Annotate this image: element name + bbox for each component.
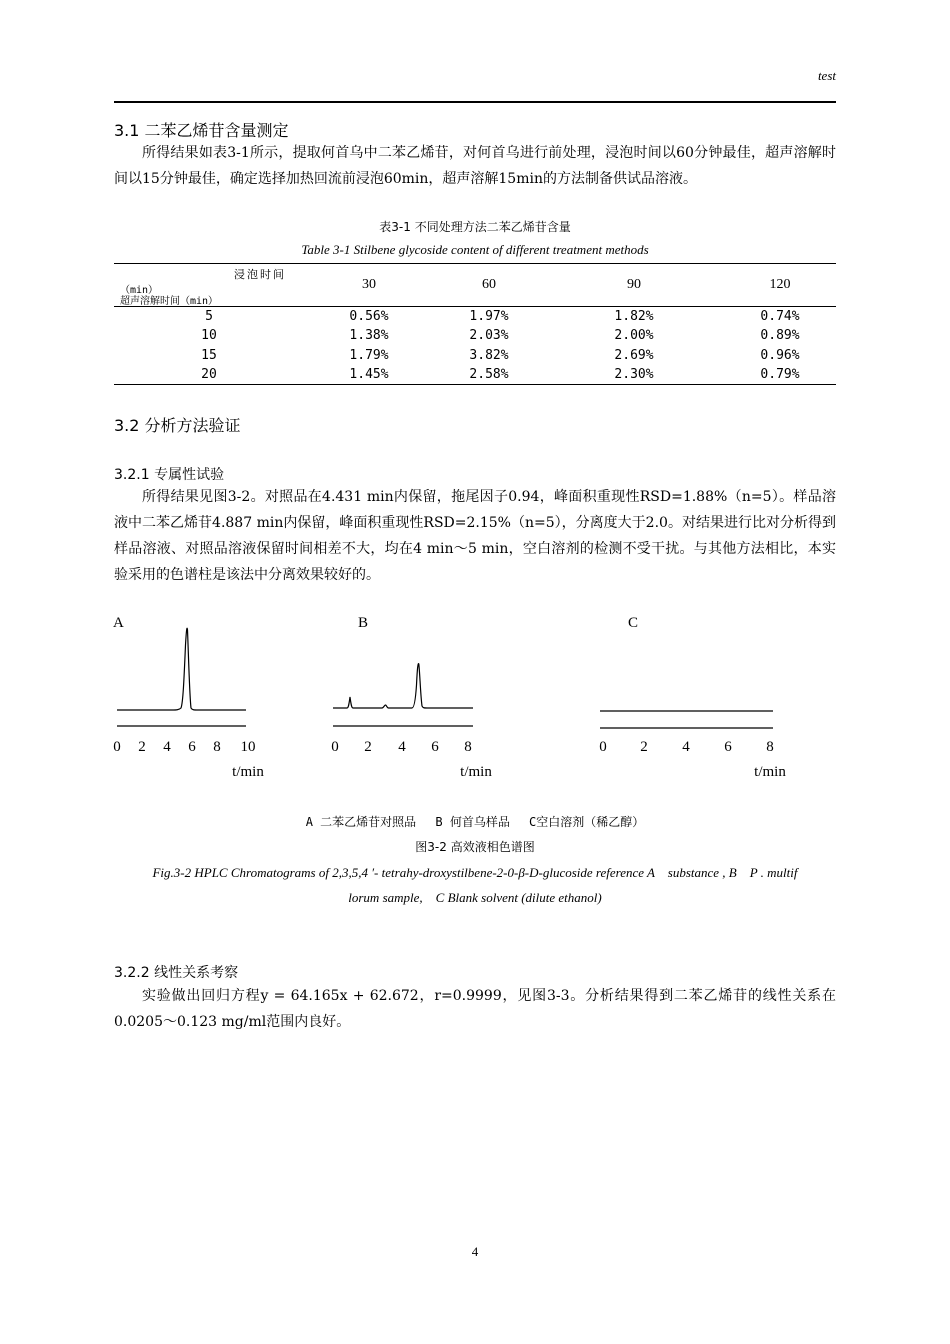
- section-3-2-1-heading: 3.2.1 专属性试验: [114, 467, 225, 483]
- tick-label: 2: [640, 739, 648, 755]
- x-axis-label: t/min: [460, 764, 492, 780]
- table-header-row: [114, 264, 836, 307]
- table-cell: 1.79%: [349, 347, 389, 363]
- paragraph-text: 所得结果如表3-1所示，提取何首乌中二苯乙烯苷，对何首乌进行前处理，浸泡时间以60分钟最佳，超声溶解时间以15分钟最佳，确定选择加热回流前浸泡60min，超声溶解15min的方法制备供试品溶液。: [114, 145, 836, 187]
- table-row: [114, 365, 836, 385]
- tick-label: 8: [766, 739, 774, 755]
- row-label: 10: [201, 328, 217, 344]
- table-cell: 0.79%: [760, 367, 800, 382]
- table-row: [114, 307, 836, 327]
- header-rule: [114, 101, 836, 103]
- panel-a: [113, 615, 264, 780]
- row-label: 20: [201, 367, 217, 382]
- column-header: 60: [482, 277, 496, 292]
- section-3-2-2-paragraph: [114, 983, 836, 1035]
- section-3-2-1-paragraph: [114, 484, 836, 588]
- tick-label: 4: [682, 739, 690, 755]
- tick-label: 2: [364, 739, 372, 755]
- panel-c: [599, 615, 786, 780]
- corner-soak-label: 浸泡时间: [234, 268, 286, 281]
- x-axis-label: t/min: [232, 764, 264, 780]
- tick-label: 8: [464, 739, 472, 755]
- column-header: 30: [362, 277, 376, 292]
- section-3-1-heading: 3.1 二苯乙烯苷含量测定: [114, 121, 289, 140]
- corner-unit-label: （min）: [120, 285, 159, 296]
- tick-label: 0: [113, 739, 121, 755]
- tick-label: 2: [138, 739, 146, 755]
- figure-legend-line: A 二苯乙烯苷对照品 B 何首乌样品 C空白溶剂（稀乙醇）: [305, 815, 645, 829]
- table-cell: 2.69%: [614, 347, 654, 363]
- panel-letter: C: [628, 615, 639, 631]
- figure-caption-en-line2: lorum sample, C Blank solvent (dilute ethanol): [348, 890, 602, 905]
- table-corner-cell: [114, 264, 304, 307]
- row-label: 5: [205, 309, 213, 324]
- running-header: test: [817, 68, 836, 83]
- table-cell: 0.74%: [760, 309, 800, 324]
- tick-label: 8: [213, 739, 221, 755]
- tick-label: 0: [331, 739, 339, 755]
- section-3-2-heading: 3.2 分析方法验证: [114, 416, 241, 435]
- table-cell: 2.30%: [614, 367, 654, 382]
- paragraph-text: 所得结果见图3-2。对照品在4.431 min内保留，拖尾因子0.94，峰面积重现性RSD=1.88%（n=5）。样品溶液中二苯乙烯苷4.887 min内保留，峰面积重现性RSD=2.15%（n=5），分离度大于2.0。对结果进行比对分析得到样品溶液、对照品溶液保留时间相差不大，均在4 min～5 min，空白溶剂的检测不受干扰。与其他方法相比，本实验采用的色谱柱是该法中分离效果较好的。: [114, 489, 836, 583]
- chromatogram-trace: [333, 664, 473, 708]
- panel-letter: B: [358, 615, 369, 631]
- table-cell: 1.97%: [469, 309, 509, 324]
- x-axis-label: t/min: [754, 764, 786, 780]
- page-number: 4: [471, 1244, 479, 1259]
- tick-label: 10: [240, 739, 256, 755]
- table-cell: 2.58%: [469, 367, 509, 382]
- corner-ultrasound-label: 超声溶解时间（min）: [120, 296, 219, 307]
- tick-label: 0: [599, 739, 607, 755]
- table-cell: 1.45%: [349, 367, 389, 382]
- chromatogram-trace: [117, 628, 246, 710]
- table-cell: 1.38%: [349, 328, 389, 344]
- panel-b: [331, 615, 492, 780]
- figure-caption-en-line1: Fig.3-2 HPLC Chromatograms of 2,3,5,4 ′- tetrahy-droxystilbene-2-0-β-D-glucoside reference A substance , B P . multif: [152, 865, 798, 880]
- table-caption-en: Table 3-1 Stilbene glycoside content of different treatment methods: [301, 242, 649, 257]
- table-cell: 0.96%: [760, 347, 800, 363]
- table-cell: 2.03%: [469, 328, 509, 344]
- table-row: [114, 326, 836, 346]
- table-caption-cn: 表3-1 不同处理方法二苯乙烯苷含量: [379, 220, 571, 234]
- panel-letter: A: [113, 615, 124, 631]
- tick-label: 6: [431, 739, 439, 755]
- figure-caption-cn: 图3-2 高效液相色谱图: [415, 840, 535, 854]
- table-cell: 1.82%: [614, 309, 654, 324]
- paragraph-text: 实验做出回归方程y = 64.165x + 62.672，r=0.9999，见图3-3。分析结果得到二苯乙烯苷的线性关系在0.0205～0.123 mg/ml范围内良好。: [114, 988, 836, 1030]
- table-cell: 0.89%: [760, 328, 800, 344]
- section-3-1-paragraph: [114, 140, 836, 192]
- tick-label: 4: [163, 739, 171, 755]
- table-cell: 3.82%: [469, 347, 509, 363]
- column-header: 90: [627, 277, 641, 292]
- table-cell: 2.00%: [614, 328, 654, 344]
- tick-label: 4: [398, 739, 406, 755]
- table-cell: 0.56%: [349, 309, 389, 324]
- content-table: [114, 263, 836, 385]
- section-3-2-2-heading: 3.2.2 线性关系考察: [114, 965, 239, 981]
- row-label: 15: [201, 347, 217, 363]
- table-row: [114, 346, 836, 366]
- chromatogram-figure: [0, 600, 950, 790]
- tick-label: 6: [188, 739, 196, 755]
- column-header: 120: [769, 277, 791, 292]
- tick-label: 6: [724, 739, 732, 755]
